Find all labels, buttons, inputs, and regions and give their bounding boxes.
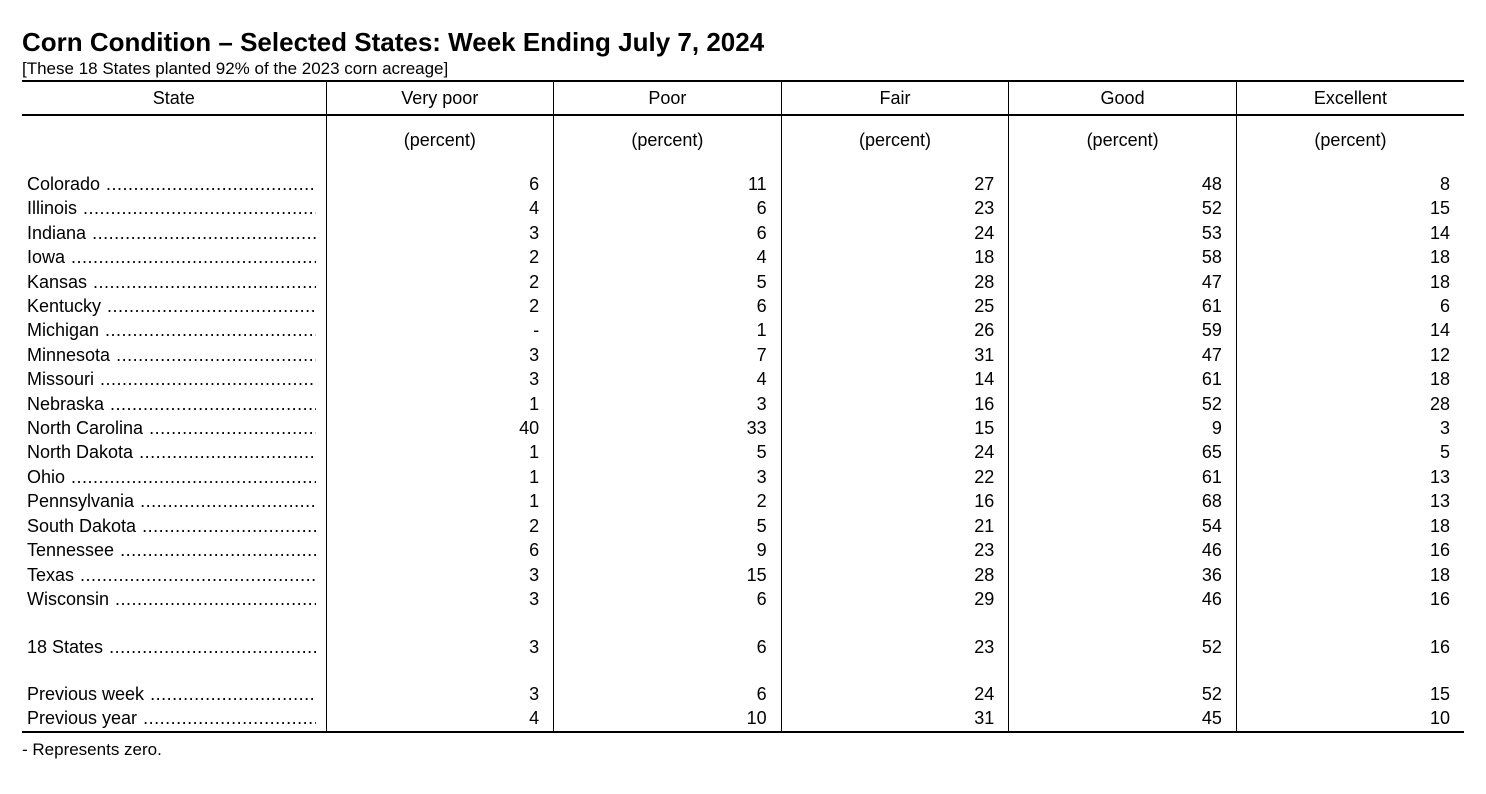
unit-label: (percent) xyxy=(1236,115,1464,164)
state-name: Pennsylvania xyxy=(27,491,135,512)
value-cell: 4 xyxy=(554,367,782,391)
value-cell: 52 xyxy=(1009,682,1237,706)
value-cell: 16 xyxy=(1236,587,1464,611)
value-cell: 3 xyxy=(554,392,782,416)
value-cell: 12 xyxy=(1236,343,1464,367)
state-name: Previous year xyxy=(27,708,138,729)
value-cell: 2 xyxy=(554,489,782,513)
value-cell: 14 xyxy=(781,367,1009,391)
dot-leader xyxy=(110,392,315,416)
value-cell: 3 xyxy=(326,563,554,587)
dot-leader xyxy=(116,343,315,367)
value-cell: 36 xyxy=(1009,563,1237,587)
col-header-excellent: Excellent xyxy=(1236,81,1464,115)
value-cell: 3 xyxy=(326,587,554,611)
value-cell: 61 xyxy=(1009,294,1237,318)
state-cell xyxy=(22,489,326,513)
state-name: Kansas xyxy=(27,271,88,292)
value-cell: 2 xyxy=(326,294,554,318)
value-cell: 13 xyxy=(1236,489,1464,513)
state-cell xyxy=(22,221,326,245)
value-cell: 3 xyxy=(1236,416,1464,440)
value-cell: 61 xyxy=(1009,367,1237,391)
value-cell: 58 xyxy=(1009,245,1237,269)
state-cell xyxy=(22,563,326,587)
table-row xyxy=(22,587,1464,611)
value-cell: 10 xyxy=(1236,706,1464,731)
value-cell: 3 xyxy=(326,635,554,659)
value-cell: 2 xyxy=(326,270,554,294)
dot-leader xyxy=(106,172,315,196)
table-row xyxy=(22,245,1464,269)
table-row xyxy=(22,392,1464,416)
value-cell: 16 xyxy=(781,392,1009,416)
state-name: Wisconsin xyxy=(27,588,110,609)
value-cell: 5 xyxy=(554,270,782,294)
state-name: Iowa xyxy=(27,247,66,268)
value-cell: 23 xyxy=(781,538,1009,562)
value-cell: 24 xyxy=(781,440,1009,464)
value-cell: 16 xyxy=(781,489,1009,513)
state-cell xyxy=(22,294,326,318)
state-cell xyxy=(22,245,326,269)
state-cell xyxy=(22,270,326,294)
value-cell: 31 xyxy=(781,706,1009,731)
value-cell: 10 xyxy=(554,706,782,731)
unit-label: (percent) xyxy=(1009,115,1237,164)
table-row xyxy=(22,706,1464,731)
table-row xyxy=(22,465,1464,489)
dot-leader xyxy=(83,196,315,220)
state-cell xyxy=(22,172,326,196)
state-cell xyxy=(22,367,326,391)
value-cell: 18 xyxy=(1236,270,1464,294)
table-row xyxy=(22,538,1464,562)
value-cell: 28 xyxy=(781,563,1009,587)
table-row xyxy=(22,196,1464,220)
value-cell: 16 xyxy=(1236,635,1464,659)
value-cell: 18 xyxy=(1236,514,1464,538)
value-cell: 13 xyxy=(1236,465,1464,489)
value-cell: 68 xyxy=(1009,489,1237,513)
value-cell: 65 xyxy=(1009,440,1237,464)
dot-leader xyxy=(109,635,315,659)
value-cell: 52 xyxy=(1009,392,1237,416)
value-cell: 2 xyxy=(326,514,554,538)
value-cell: 29 xyxy=(781,587,1009,611)
value-cell: 47 xyxy=(1009,343,1237,367)
value-cell: 5 xyxy=(554,514,782,538)
state-cell xyxy=(22,392,326,416)
value-cell: 6 xyxy=(554,587,782,611)
value-cell: 9 xyxy=(1009,416,1237,440)
col-header-good: Good xyxy=(1009,81,1237,115)
state-name: Texas xyxy=(27,564,75,585)
value-cell: 6 xyxy=(326,538,554,562)
value-cell: 46 xyxy=(1009,587,1237,611)
value-cell: 2 xyxy=(326,245,554,269)
value-cell: 1 xyxy=(326,489,554,513)
value-cell: 6 xyxy=(554,682,782,706)
state-name: Missouri xyxy=(27,369,95,390)
value-cell: 15 xyxy=(1236,682,1464,706)
value-cell: 3 xyxy=(326,367,554,391)
dot-leader xyxy=(92,221,315,245)
spacer-row xyxy=(22,660,1464,682)
table-row xyxy=(22,270,1464,294)
state-cell xyxy=(22,587,326,611)
condition-table xyxy=(22,80,1464,733)
dot-leader xyxy=(142,514,315,538)
value-cell: 11 xyxy=(554,172,782,196)
state-cell xyxy=(22,682,326,706)
value-cell: 61 xyxy=(1009,465,1237,489)
dot-leader xyxy=(120,538,315,562)
col-header-fair: Fair xyxy=(781,81,1009,115)
state-cell xyxy=(22,196,326,220)
value-cell: 18 xyxy=(781,245,1009,269)
value-cell: 40 xyxy=(326,416,554,440)
state-cell xyxy=(22,706,326,731)
dot-leader xyxy=(149,416,315,440)
value-cell: 14 xyxy=(1236,221,1464,245)
table-row xyxy=(22,172,1464,196)
value-cell: 9 xyxy=(554,538,782,562)
value-cell: 24 xyxy=(781,221,1009,245)
table-row xyxy=(22,489,1464,513)
value-cell: 1 xyxy=(326,392,554,416)
value-cell: 18 xyxy=(1236,563,1464,587)
dot-leader xyxy=(93,270,315,294)
state-cell xyxy=(22,465,326,489)
value-cell: 59 xyxy=(1009,318,1237,342)
report-title: Corn Condition – Selected States: Week Ending July 7, 2024 xyxy=(22,27,765,57)
state-cell xyxy=(22,514,326,538)
col-header-very-poor: Very poor xyxy=(326,81,554,115)
state-name: Ohio xyxy=(27,466,66,487)
value-cell: 1 xyxy=(326,440,554,464)
value-cell: 7 xyxy=(554,343,782,367)
spacer-row xyxy=(22,164,1464,172)
value-cell: 15 xyxy=(781,416,1009,440)
col-header-poor: Poor xyxy=(554,81,782,115)
value-cell: 6 xyxy=(554,221,782,245)
dot-leader xyxy=(115,587,315,611)
unit-label: (percent) xyxy=(326,115,554,164)
state-name: Tennessee xyxy=(27,540,115,561)
value-cell: 54 xyxy=(1009,514,1237,538)
header-row xyxy=(22,81,1464,115)
dot-leader xyxy=(80,563,315,587)
value-cell: 5 xyxy=(1236,440,1464,464)
value-cell: - xyxy=(326,318,554,342)
value-cell: 6 xyxy=(1236,294,1464,318)
report-subtitle: [These 18 States planted 92% of the 2023 corn acreage] xyxy=(22,59,449,78)
dot-leader xyxy=(143,706,315,730)
report-page xyxy=(22,26,1464,761)
value-cell: 33 xyxy=(554,416,782,440)
dot-leader xyxy=(71,245,315,269)
table-row xyxy=(22,514,1464,538)
dot-leader xyxy=(100,367,315,391)
dot-leader xyxy=(140,489,315,513)
value-cell: 14 xyxy=(1236,318,1464,342)
state-name: North Dakota xyxy=(27,442,134,463)
value-cell: 23 xyxy=(781,196,1009,220)
table-row xyxy=(22,343,1464,367)
state-cell xyxy=(22,440,326,464)
table-row xyxy=(22,416,1464,440)
value-cell: 28 xyxy=(1236,392,1464,416)
state-cell xyxy=(22,416,326,440)
table-row xyxy=(22,367,1464,391)
value-cell: 25 xyxy=(781,294,1009,318)
state-name: Indiana xyxy=(27,222,87,243)
state-name: Nebraska xyxy=(27,393,105,414)
state-name: Illinois xyxy=(27,198,78,219)
value-cell: 18 xyxy=(1236,367,1464,391)
table-row xyxy=(22,563,1464,587)
value-cell: 6 xyxy=(554,635,782,659)
value-cell: 3 xyxy=(554,465,782,489)
value-cell: 5 xyxy=(554,440,782,464)
value-cell: 3 xyxy=(326,343,554,367)
value-cell: 3 xyxy=(326,221,554,245)
state-name: Kentucky xyxy=(27,296,102,317)
value-cell: 52 xyxy=(1009,196,1237,220)
value-cell: 26 xyxy=(781,318,1009,342)
value-cell: 6 xyxy=(326,172,554,196)
value-cell: 6 xyxy=(554,196,782,220)
value-cell: 52 xyxy=(1009,635,1237,659)
footnote: - Represents zero. xyxy=(22,739,162,759)
value-cell: 1 xyxy=(554,318,782,342)
value-cell: 1 xyxy=(326,465,554,489)
value-cell: 3 xyxy=(326,682,554,706)
state-name: Minnesota xyxy=(27,344,111,365)
value-cell: 46 xyxy=(1009,538,1237,562)
table-body xyxy=(22,115,1464,732)
value-cell: 48 xyxy=(1009,172,1237,196)
state-name: 18 States xyxy=(27,637,104,658)
value-cell: 22 xyxy=(781,465,1009,489)
value-cell: 45 xyxy=(1009,706,1237,731)
table-row xyxy=(22,635,1464,659)
value-cell: 4 xyxy=(326,196,554,220)
unit-label: (percent) xyxy=(554,115,782,164)
state-name: South Dakota xyxy=(27,515,137,536)
value-cell: 16 xyxy=(1236,538,1464,562)
value-cell: 27 xyxy=(781,172,1009,196)
value-cell: 31 xyxy=(781,343,1009,367)
value-cell: 28 xyxy=(781,270,1009,294)
value-cell: 24 xyxy=(781,682,1009,706)
value-cell: 6 xyxy=(554,294,782,318)
state-name: Colorado xyxy=(27,174,101,194)
dot-leader xyxy=(150,682,315,706)
state-name: North Carolina xyxy=(27,418,144,439)
value-cell: 15 xyxy=(1236,196,1464,220)
col-header-state: State xyxy=(22,81,326,115)
dot-leader xyxy=(71,465,315,489)
state-cell xyxy=(22,538,326,562)
state-name: Previous week xyxy=(27,683,145,704)
table-row xyxy=(22,294,1464,318)
table-row xyxy=(22,440,1464,464)
dot-leader xyxy=(139,440,315,464)
state-cell xyxy=(22,343,326,367)
value-cell: 4 xyxy=(554,245,782,269)
table-row xyxy=(22,318,1464,342)
table-row xyxy=(22,682,1464,706)
state-cell xyxy=(22,318,326,342)
unit-label: (percent) xyxy=(781,115,1009,164)
value-cell: 21 xyxy=(781,514,1009,538)
value-cell: 47 xyxy=(1009,270,1237,294)
value-cell: 53 xyxy=(1009,221,1237,245)
spacer-row xyxy=(22,611,1464,635)
state-name: Michigan xyxy=(27,320,100,341)
value-cell: 4 xyxy=(326,706,554,731)
table-row xyxy=(22,221,1464,245)
value-cell: 8 xyxy=(1236,172,1464,196)
value-cell: 18 xyxy=(1236,245,1464,269)
value-cell: 15 xyxy=(554,563,782,587)
dot-leader xyxy=(105,318,315,342)
units-row xyxy=(22,115,1464,164)
state-cell xyxy=(22,635,326,659)
value-cell: 23 xyxy=(781,635,1009,659)
dot-leader xyxy=(107,294,315,318)
